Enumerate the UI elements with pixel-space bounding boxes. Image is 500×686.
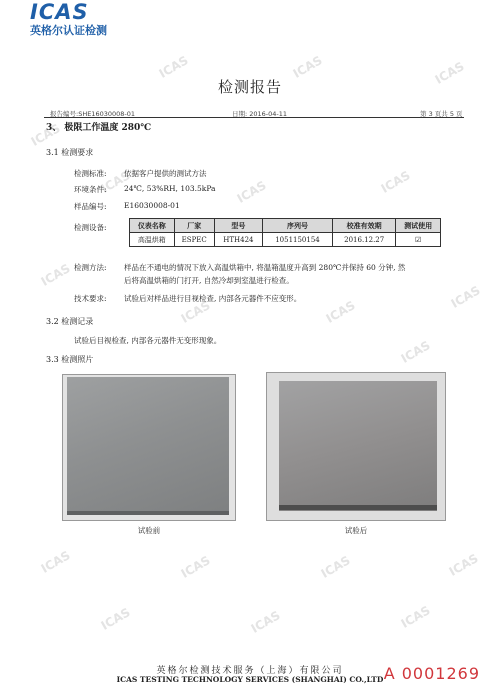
section-heading: 3、 极限工作温度 280℃ <box>46 123 152 133</box>
method-label: 检测标准: <box>74 169 107 178</box>
report-date: 日期: 2016-04-11 <box>232 110 288 118</box>
procedure-line-2: 后将高温烘箱的门打开, 自然冷却到室温进行检查。 <box>124 276 294 285</box>
watermark: ICAS <box>318 553 353 581</box>
watermark: ICAS <box>38 261 73 289</box>
footer-company-en: ICAS TESTING TECHNOLOGY SERVICES (SHANGHAI) CO.,LTD <box>116 675 384 684</box>
report-number: 报告编号:SHE16030008-01 <box>50 110 136 118</box>
table-cell: 2016.12.27 <box>333 233 396 247</box>
company-logo: ICAS <box>30 0 89 24</box>
sample-label: 样品编号: <box>74 202 107 211</box>
equipment-table <box>129 218 441 247</box>
watermark: ICAS <box>323 298 358 326</box>
environment-label: 环境条件: <box>74 185 107 194</box>
subsection-3-2: 3.2 检测记录 <box>46 317 94 326</box>
table-header-cell: 厂家 <box>174 219 214 233</box>
table-header-cell: 校准有效期 <box>333 219 396 233</box>
photo-after-test <box>266 372 446 521</box>
watermark: ICAS <box>446 551 481 579</box>
table-header-cell: 型号 <box>214 219 262 233</box>
watermark: ICAS <box>98 605 133 633</box>
record-text: 试验后目视检查, 内部各元器件无变形现象。 <box>74 336 222 345</box>
watermark: ICAS <box>178 298 213 326</box>
caption-after: 试验后 <box>344 526 368 535</box>
watermark: ICAS <box>398 338 433 366</box>
page-number: 第 3 页共 5 页 <box>420 110 463 118</box>
table-row <box>130 233 441 247</box>
page-title: 检测报告 <box>217 78 282 96</box>
table-cell: HTH424 <box>214 233 262 247</box>
watermark: ICAS <box>378 168 413 196</box>
table-cell: 高温烘箱 <box>130 233 175 247</box>
watermark: ICAS <box>234 178 269 206</box>
tech-requirement-value: 试验后对样品进行目视检查, 内部各元器件不应变形。 <box>124 294 302 303</box>
watermark: ICAS <box>290 53 325 81</box>
table-cell: ESPEC <box>174 233 214 247</box>
subsection-3-3: 3.3 检测照片 <box>46 355 94 364</box>
tech-requirement-label: 技术要求: <box>74 294 107 303</box>
equipment-label: 检测设备: <box>74 223 107 232</box>
sample-value: E16030008-01 <box>124 201 180 210</box>
method-value: 依据客户提供的测试方法 <box>124 169 207 178</box>
watermark: ICAS <box>178 553 213 581</box>
company-logo-subtitle: 英格尔认证检测 <box>30 24 107 37</box>
serial-number: A 0001269 <box>383 664 480 683</box>
environment-value: 24℃, 53%RH, 103.5kPa <box>124 184 216 193</box>
checkbox-icon: ☑ <box>396 233 441 247</box>
header-divider <box>44 117 464 118</box>
caption-before: 试验前 <box>137 526 161 535</box>
watermark: ICAS <box>28 121 63 149</box>
subsection-3-1: 3.1 检测要求 <box>46 148 94 157</box>
table-cell: 1051150154 <box>262 233 332 247</box>
watermark: ICAS <box>156 53 191 81</box>
watermark: ICAS <box>398 603 433 631</box>
photo-before-test <box>62 374 236 521</box>
watermark: ICAS <box>432 59 467 87</box>
watermark: ICAS <box>448 283 483 311</box>
procedure-line-1: 样品在不通电的情况下放入高温烘箱中, 将温箱温度升高到 280℃并保持 60 分钟, 然 <box>124 263 406 272</box>
procedure-label: 检测方法: <box>74 263 107 272</box>
table-header-cell: 序列号 <box>262 219 332 233</box>
table-header-row <box>130 219 441 233</box>
table-header-cell: 测试使用 <box>396 219 441 233</box>
watermark: ICAS <box>248 608 283 636</box>
table-header-cell: 仪表名称 <box>130 219 175 233</box>
footer-company-cn: 英格尔检测技术服务（上海）有限公司 <box>156 666 344 676</box>
watermark: ICAS <box>38 548 73 576</box>
watermark: ICAS <box>98 168 133 196</box>
